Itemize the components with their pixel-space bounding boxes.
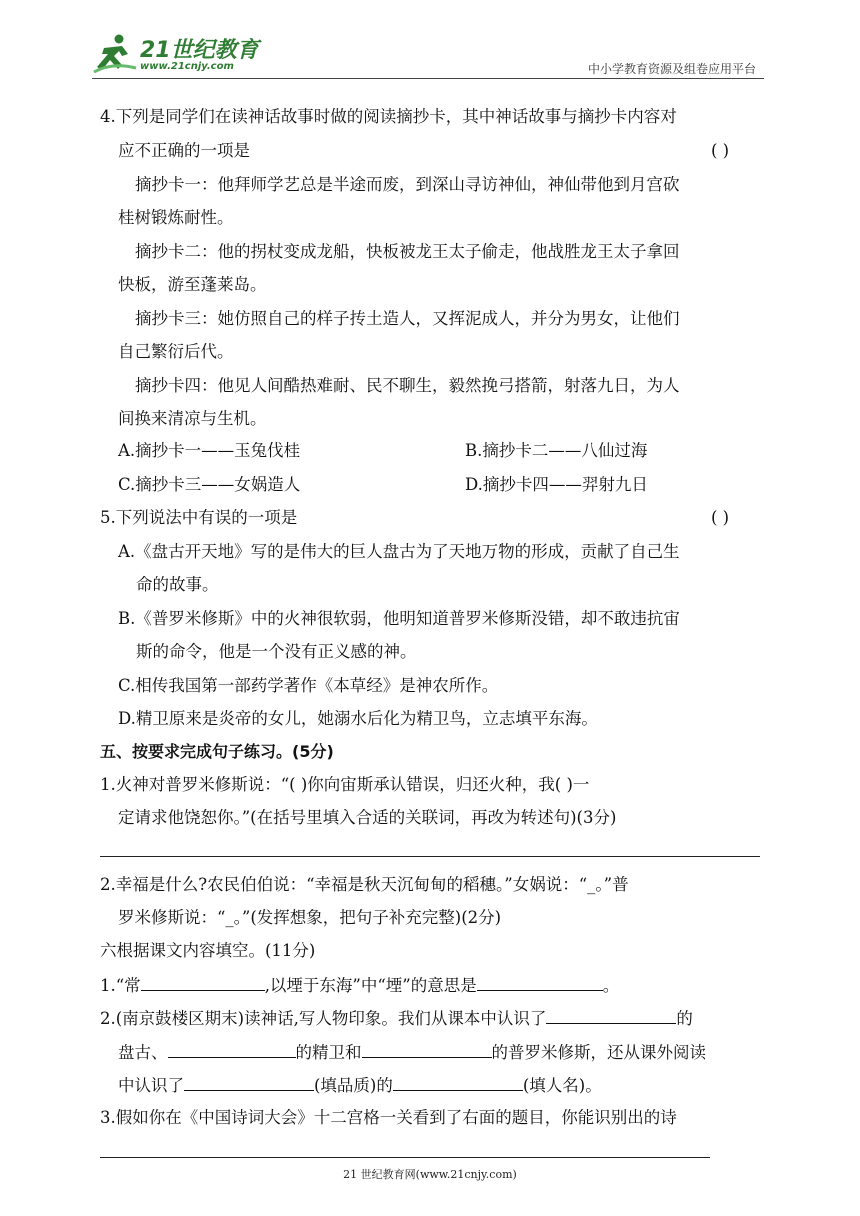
q5-option-a-line1: A.《盘古开天地》写的是伟大的巨人盘古为了天地万物的形成，贡献了自己生: [118, 542, 680, 561]
q5-option-a-line2: 命的故事。: [136, 575, 219, 594]
q4-option-c: C.摘抄卡三——女娲造人: [118, 475, 301, 494]
s5-q1-line2: 定请求他饶恕你。”(在括号里填入合适的关联词，再改为转述句)(3分): [118, 808, 617, 827]
q5-stem: 5.下列说法中有误的一项是: [100, 508, 298, 527]
header-divider: [92, 78, 764, 79]
s5-q2-line1: 2.幸福是什么?农民伯伯说：“幸福是秋天沉甸甸的稻穗。”女娲说：“_。”普: [100, 875, 629, 894]
platform-label: 中小学教育资源及组卷应用平台: [587, 62, 756, 76]
q4-card4-line1: 摘抄卡四：他见人间酷热难耐、民不聊生，毅然挽弓搭箭，射落九日，为人: [135, 376, 680, 395]
site-logo: [92, 32, 262, 76]
answer-line[interactable]: [100, 856, 760, 857]
section5-title: 五、按要求完成句子练习。(5分): [100, 742, 334, 761]
fill-blank[interactable]: [168, 1041, 296, 1058]
page-header: [92, 28, 764, 80]
q4-card4-line2: 间换来清凉与生机。: [118, 409, 267, 428]
s6-q2-part1: 2.(南京鼓楼区期末)读神话,写人物印象。我们从课本中认识了: [100, 1009, 547, 1028]
s6-q1-part2: ,以堙于东海”中“堙”的意思是: [264, 976, 477, 995]
q4-card1-line2: 桂树锻炼耐性。: [118, 208, 234, 227]
q4-card3-line2: 自己繁衍后代。: [118, 342, 234, 361]
s6-q2-l3-part2: (填品质)的: [314, 1076, 393, 1095]
q5-option-d: D.精卫原来是炎帝的女儿，她溺水后化为精卫鸟，立志填平东海。: [118, 709, 598, 728]
footer-divider: [100, 1157, 710, 1158]
fill-blank[interactable]: [141, 974, 265, 991]
s6-q2-l3-part3: (填人名)。: [522, 1076, 602, 1095]
q5-option-c: C.相传我国第一部药学著作《本草经》是神农所作。: [118, 676, 499, 695]
q5-option-b-line1: B.《普罗米修斯》中的火神很软弱，他明知道普罗米修斯没错，却不敢违抗宙: [118, 609, 680, 628]
q4-option-d: D.摘抄卡四——羿射九日: [465, 475, 648, 494]
s6-q2-line3: [118, 1074, 602, 1097]
s6-q3: 3.假如你在《中国诗词大会》十二宫格一关看到了右面的题目，你能识别出的诗: [100, 1108, 677, 1127]
fill-blank[interactable]: [546, 1007, 676, 1024]
q4-stem-line1: 4.下列是同学们在读神话故事时做的阅读摘抄卡，其中神话故事与摘抄卡内容对: [100, 107, 677, 126]
s6-q2-l3-part1: 中认识了: [118, 1076, 184, 1095]
s6-q2-l2-part2: 的精卫和: [295, 1043, 362, 1062]
s5-q1-line1: 1.火神对普罗米修斯说：“( )你向宙斯承认错误，归还火种，我( )一: [100, 775, 590, 794]
q4-answer-paren: ( ): [711, 141, 730, 160]
fill-blank[interactable]: [477, 974, 603, 991]
runner-logo-icon: [92, 32, 138, 76]
s6-q2-l2-part3: 的普罗米修斯，还从课外阅读: [491, 1043, 706, 1062]
section6-title: 六根据课文内容填空。(11分): [100, 941, 316, 960]
q4-stem-line2: 应不正确的一项是: [118, 141, 250, 160]
s6-q2-line2: [118, 1041, 706, 1064]
q4-option-b: B.摘抄卡二——八仙过海: [465, 441, 648, 460]
page-footer: 21 世纪教育网(www.21cnjy.com): [343, 1168, 517, 1181]
s6-q2-line1: [100, 1007, 693, 1030]
q5-answer-paren: ( ): [711, 508, 730, 527]
fill-blank[interactable]: [362, 1041, 492, 1058]
s6-q1-part1: 1.“常: [100, 976, 141, 995]
q4-option-a: A.摘抄卡一——玉兔伐桂: [118, 441, 301, 460]
s6-q2-l2-part1: 盘古、: [118, 1043, 168, 1062]
q4-card3-line1: 摘抄卡三：她仿照自己的样子抟土造人，又挥泥成人，并分为男女，让他们: [135, 309, 680, 328]
fill-blank[interactable]: [184, 1074, 314, 1091]
s6-q2-part2: 的: [676, 1009, 693, 1028]
q5-option-b-line2: 斯的命令，他是一个没有正义感的神。: [136, 642, 417, 661]
logo-text: 21世纪教育: [140, 38, 259, 63]
logo-url: www.21cnjy.com: [140, 61, 234, 72]
s5-q2-line2: 罗米修斯说：“_。”(发挥想象，把句子补充完整)(2分): [118, 908, 502, 927]
q4-card2-line1: 摘抄卡二：他的拐杖变成龙船，快板被龙王太子偷走，他战胜龙王太子拿回: [135, 242, 680, 261]
fill-blank[interactable]: [393, 1074, 523, 1091]
s6-q1-part3: 。: [602, 976, 620, 995]
q4-card2-line2: 快板，游至蓬莱岛。: [118, 275, 267, 294]
q4-card1-line1: 摘抄卡一：他拜师学艺总是半途而废，到深山寻访神仙，神仙带他到月宫砍: [135, 175, 680, 194]
s6-q1: [100, 974, 619, 997]
